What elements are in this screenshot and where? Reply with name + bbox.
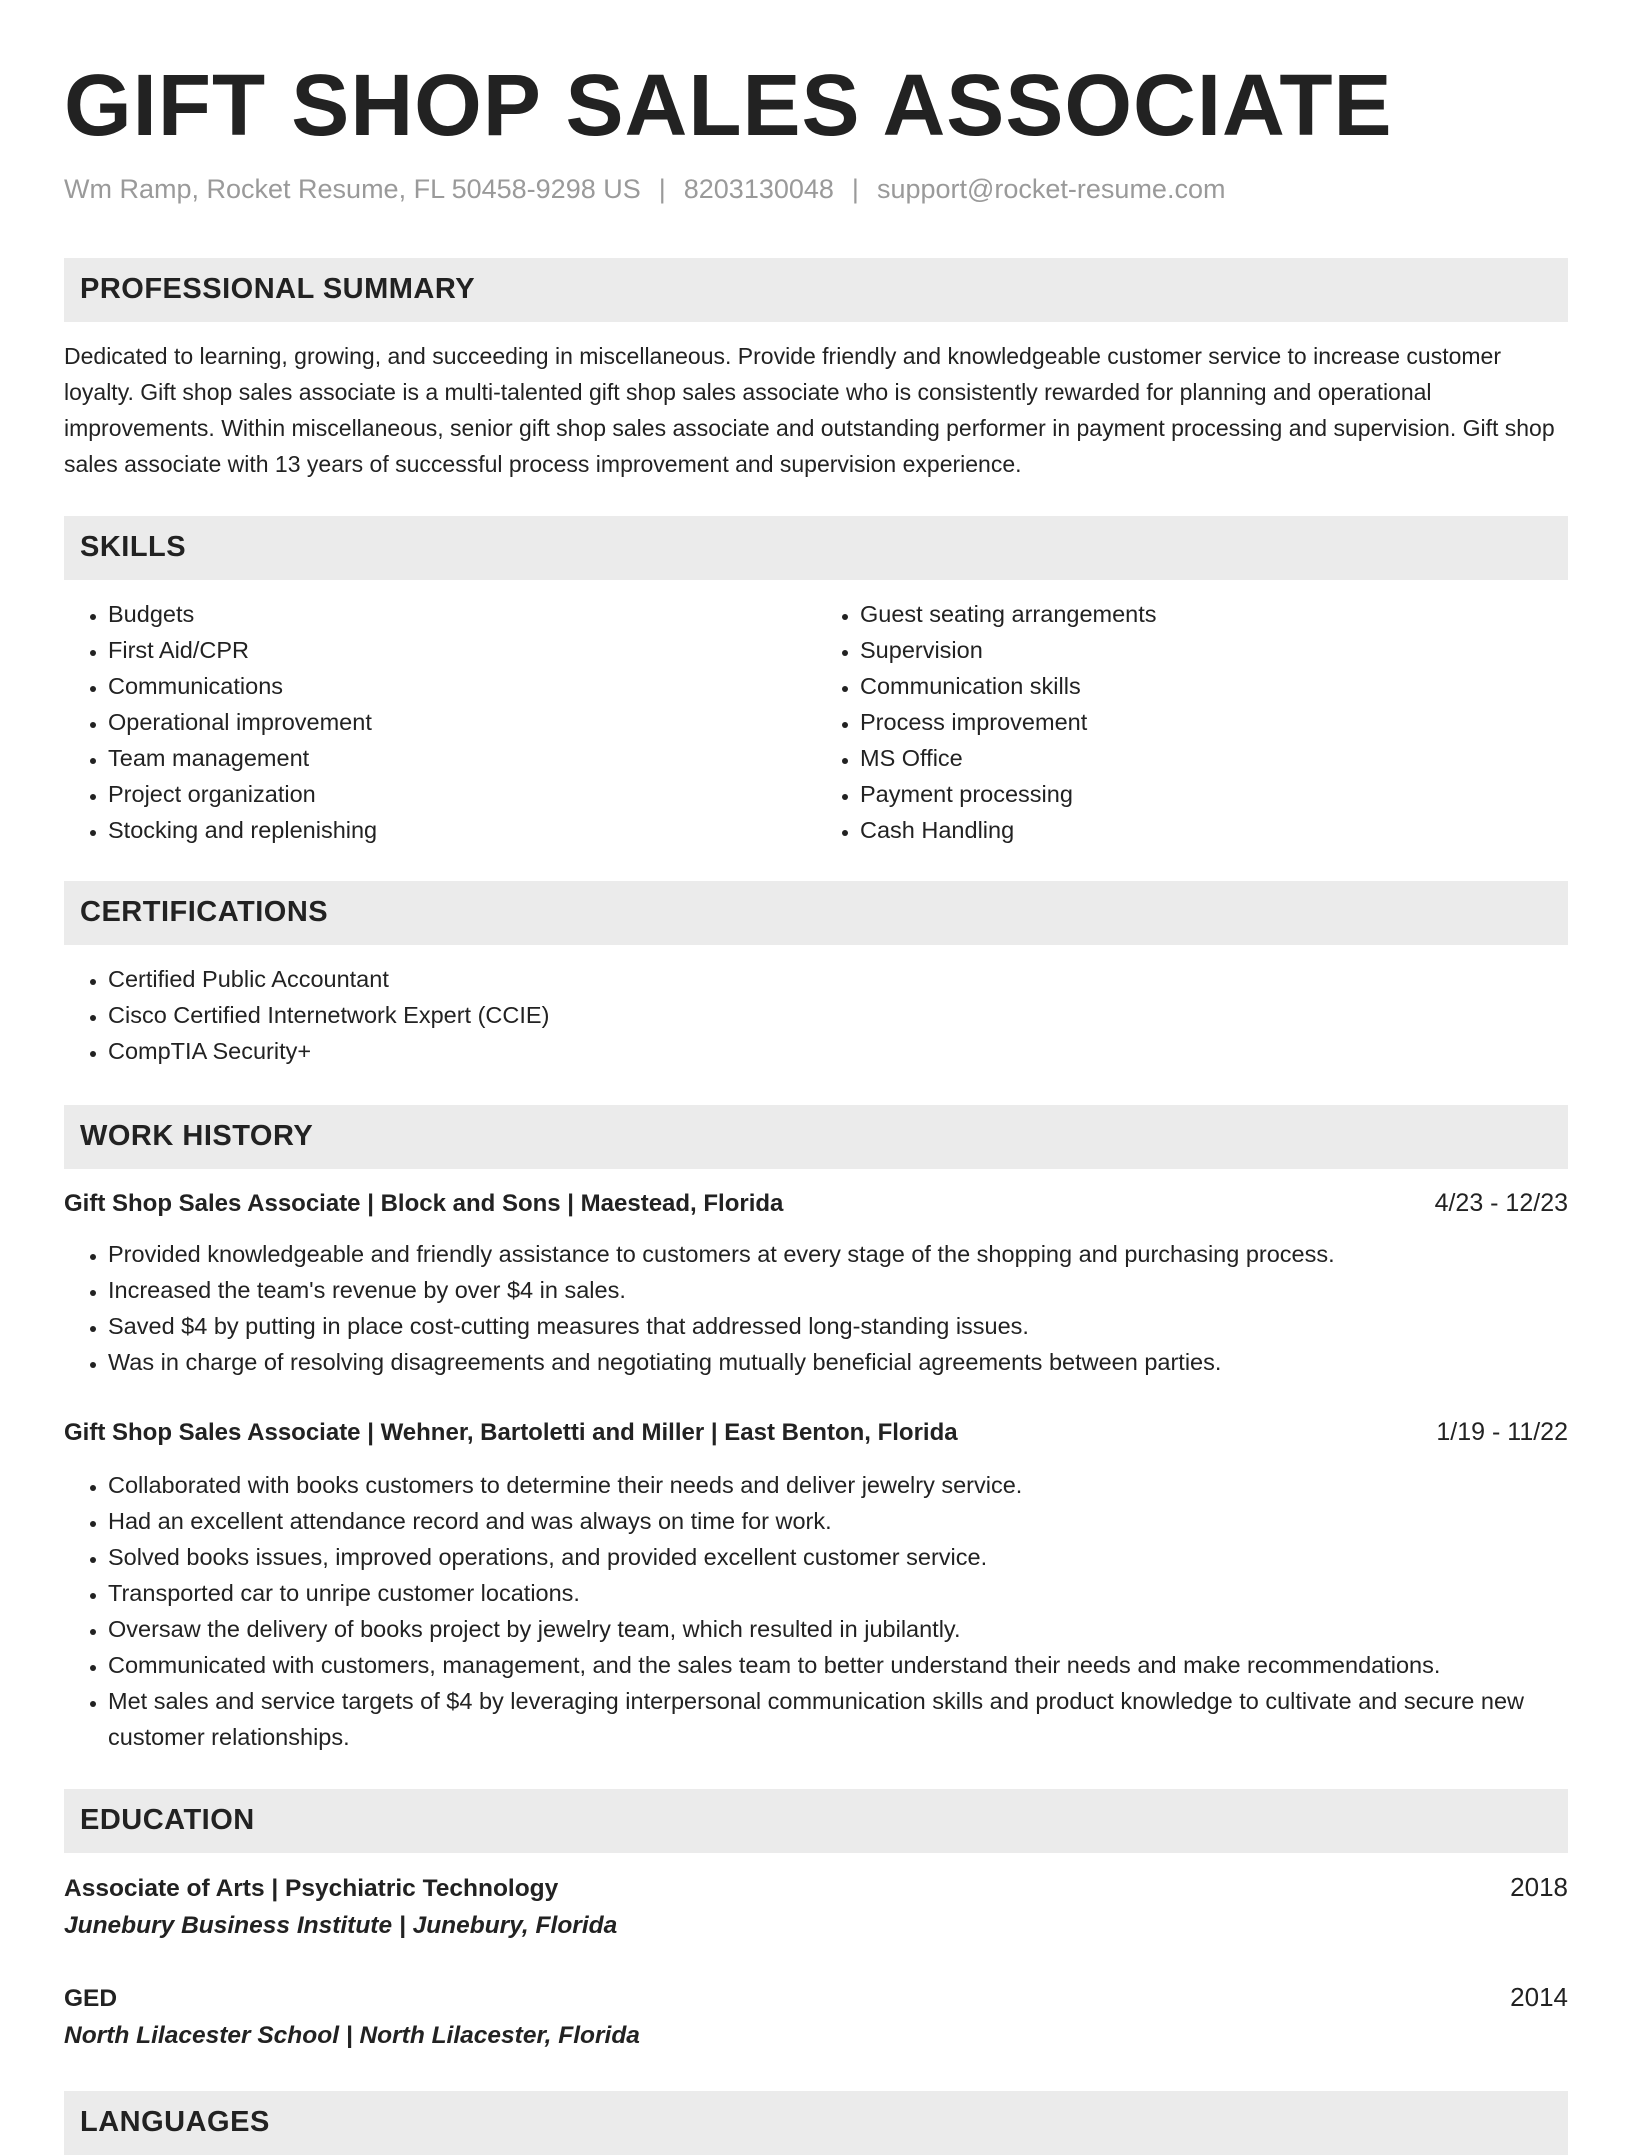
job-title: Gift Shop Sales Associate | Wehner, Bartoletti and Miller | East Benton, Florida (64, 1418, 958, 1446)
job-bullet: • Collaborated with books customers to determine their needs and deliver jewelry service. (108, 1467, 1568, 1503)
education-header (64, 1869, 1568, 1907)
job-bullet: • Saved $4 by putting in place cost-cutting measures that addressed long-standing issues. (108, 1308, 1568, 1344)
education-degree: GED (64, 1984, 118, 2012)
education-degree: Associate of Arts | Psychiatric Technology (64, 1874, 559, 1902)
skill-item: • Communication skills (860, 668, 1568, 704)
job-title: Gift Shop Sales Associate | Block and Sons | Maestead, Florida (64, 1189, 784, 1217)
skill-item: • First Aid/CPR (108, 632, 816, 668)
section-heading-certifications: CERTIFICATIONS (64, 881, 1568, 945)
job-bullet: • Solved books issues, improved operations, and provided excellent customer service. (108, 1539, 1568, 1575)
skill-item: • Team management (108, 740, 816, 776)
certification-item: • Cisco Certified Internetwork Expert (CCIE) (108, 997, 1568, 1033)
education-school: Junebury Business Institute | Junebury, Florida (64, 1911, 618, 1939)
contact-separator: | (658, 173, 666, 204)
section-heading-summary: PROFESSIONAL SUMMARY (64, 258, 1568, 322)
contact-line (64, 172, 1568, 207)
skill-item: • Stocking and replenishing (108, 812, 816, 848)
job-dates: 4/23 - 12/23 (1434, 1188, 1568, 1217)
certification-item: • Certified Public Accountant (108, 961, 1568, 997)
job-header (64, 1414, 1568, 1451)
job-bullets (64, 1236, 1568, 1380)
summary-text: Dedicated to learning, growing, and succeeding in miscellaneous. Provide friendly and knowledgeable customer service to increase customer loyalty. Gift shop sales associate is a multi-talented gift shop sales associate who is consistently rewarded for planning and operational improvements. Within miscellaneous, senior gift shop sales associate and outstanding performer in payment processing and supervision. Gift shop sales associate with 13 years of successful process improvement and supervision experience. (64, 342, 1555, 477)
skill-item: • Communications (108, 668, 816, 704)
job-entry (64, 1185, 1568, 1380)
job-bullet: • Oversaw the delivery of books project by jewelry team, which resulted in jubilantly. (108, 1611, 1568, 1647)
skill-item: • Supervision (860, 632, 1568, 668)
job-bullet: • Communicated with customers, management, and the sales team to better understand their needs and make recommendations. (108, 1647, 1568, 1683)
job-bullet: • Met sales and service targets of $4 by leveraging interpersonal communication skills and product knowledge to cultivate and secure new customer relationships. (108, 1683, 1568, 1755)
certifications-list (64, 961, 1568, 1069)
job-bullets (64, 1467, 1568, 1755)
contact-email: support@rocket-resume.com (876, 173, 1226, 204)
contact-separator: | (851, 173, 859, 204)
section-heading-work-history: WORK HISTORY (64, 1105, 1568, 1169)
skill-item: • Process improvement (860, 704, 1568, 740)
resume-page (64, 0, 1568, 2155)
skills-column-right (816, 596, 1568, 848)
skill-item: • Project organization (108, 776, 816, 812)
job-bullet: • Was in charge of resolving disagreements and negotiating mutually beneficial agreements between parties. (108, 1344, 1568, 1380)
job-entry (64, 1414, 1568, 1755)
job-bullet: • Increased the team's revenue by over $4 in sales. (108, 1272, 1568, 1308)
skills-list (64, 596, 1568, 848)
skills-column-left (64, 596, 816, 848)
job-bullet: • Transported car to unripe customer locations. (108, 1575, 1568, 1611)
skill-item: • Cash Handling (860, 812, 1568, 848)
certification-item: • CompTIA Security+ (108, 1033, 1568, 1069)
education-school: North Lilacester School | North Lilacester, Florida (64, 2021, 640, 2049)
job-dates: 1/19 - 11/22 (1436, 1417, 1568, 1446)
section-heading-skills: SKILLS (64, 516, 1568, 580)
skill-item: • Operational improvement (108, 704, 816, 740)
skill-item: • Budgets (108, 596, 816, 632)
contact-phone: 8203130048 (683, 173, 834, 204)
job-bullet: • Provided knowledgeable and friendly assistance to customers at every stage of the shopping and purchasing process. (108, 1236, 1568, 1272)
education-year: 2018 (1510, 1871, 1568, 1902)
job-bullet: • Had an excellent attendance record and was always on time for work. (108, 1503, 1568, 1539)
section-heading-education: EDUCATION (64, 1789, 1568, 1853)
job-header (64, 1185, 1568, 1222)
skill-item: • Guest seating arrangements (860, 596, 1568, 632)
education-header (64, 1979, 1568, 2017)
skill-item: • MS Office (860, 740, 1568, 776)
section-heading-languages: LANGUAGES (64, 2091, 1568, 2155)
skill-item: • Payment processing (860, 776, 1568, 812)
education-entry (64, 1869, 1568, 1945)
education-entry (64, 1979, 1568, 2055)
resume-title: GIFT SHOP SALES ASSOCIATE (64, 57, 1393, 154)
education-year: 2014 (1510, 1981, 1568, 2012)
contact-address: Wm Ramp, Rocket Resume, FL 50458-9298 US (64, 173, 641, 204)
